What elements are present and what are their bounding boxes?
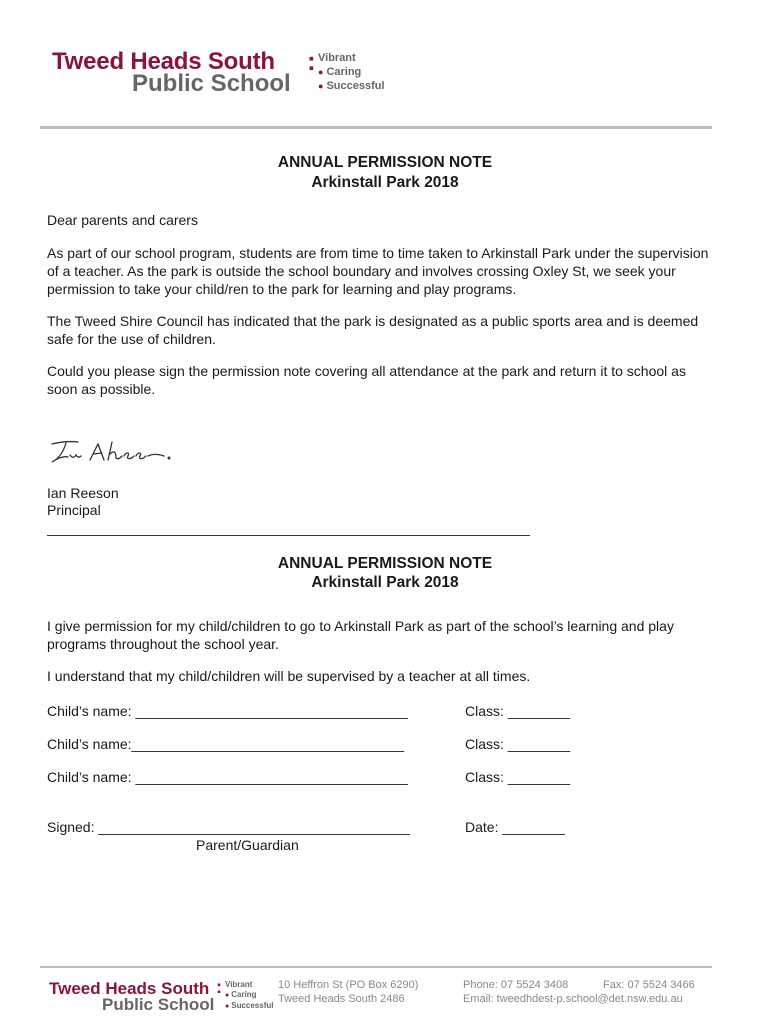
greeting: Dear parents and carers [47,212,198,228]
tagline-item: ● Successful [318,80,385,92]
footer-phone: Phone: 07 5524 3408 [463,979,569,991]
letter-title: ANNUAL PERMISSION NOTE [277,154,493,171]
footer-logo-school-type: Public School [102,995,215,1014]
form-paragraph: I give permission for my child/children to go to Arkinstall Park as part of the school’s learning and play programs throughout the school year. [47,618,674,652]
letter-paragraph: The Tweed Shire Council has indicated that the park is designated as a public sports area and is deemed safe for the use of children. [47,313,699,347]
child-name-field[interactable]: Child’s name:___________________________________ [47,736,405,752]
footer-logo-school-name: Tweed Heads South [49,979,210,998]
logo-school-name: Tweed Heads South [52,48,275,75]
bullet-icon: ● [225,992,230,999]
form-paragraph: I understand that my child/children will be supervised by a teacher at all times. [47,668,531,684]
tagline-item: ● Successful [225,1001,274,1010]
tagline-item: Vibrant [225,980,253,989]
date-field[interactable]: Date: ________ [465,819,565,835]
header-rule [40,126,712,129]
tagline-item: ● Caring [318,66,362,78]
child-name-field[interactable]: Child’s name: ___________________________________ [47,769,408,785]
footer-fax: Fax: 07 5524 3466 [603,979,695,991]
class-field[interactable]: Class: ________ [465,736,571,752]
footer-logo-colon: : [216,977,222,997]
form-title: ANNUAL PERMISSION NOTE [277,555,493,572]
footer-address-line2: Tweed Heads South 2486 [278,993,405,1005]
bullet-icon: ● [225,1003,230,1010]
class-field[interactable]: Class: ________ [465,703,571,719]
footer-email[interactable]: Email: tweedhdest-p.school@det.nsw.edu.au [463,993,683,1005]
logo-tagline [318,51,385,93]
letter-subtitle: Arkinstall Park 2018 [311,174,459,191]
cut-line: ______________________________________________________________ [47,520,530,536]
principal-signature [46,436,176,470]
letter-paragraph: As part of our school program, students are from time to time taken to Arkinstall Park under the supervision of a teacher. As the park is outside the school boundary and involves crossing Oxley St, we seek your permission to take your child/ren to the park for learning and play programs. [47,245,709,297]
logo-school-type: Public School [132,70,291,97]
logo-colon: : [307,46,316,76]
footer-address-line1: 10 Heffron St (PO Box 6290) [278,979,419,991]
signatory-role: Principal [47,502,101,518]
bullet-icon: ● [318,67,324,77]
footer-logo-tagline [225,980,273,1012]
child-name-field[interactable]: Child’s name: ___________________________________ [47,703,408,719]
form-subtitle: Arkinstall Park 2018 [311,574,459,591]
tagline-item: Vibrant [318,52,356,64]
signature-field[interactable]: Signed: ________________________________________ [47,819,410,835]
signed-caption: Parent/Guardian [196,837,299,853]
bullet-icon: ● [318,81,324,91]
signatory-name: Ian Reeson [47,485,119,501]
letter-paragraph: Could you please sign the permission note covering all attendance at the park and return it to school as soon as possible. [47,363,686,397]
tagline-item: ● Caring [225,990,257,999]
footer-rule [40,966,712,968]
class-field[interactable]: Class: ________ [465,769,571,785]
